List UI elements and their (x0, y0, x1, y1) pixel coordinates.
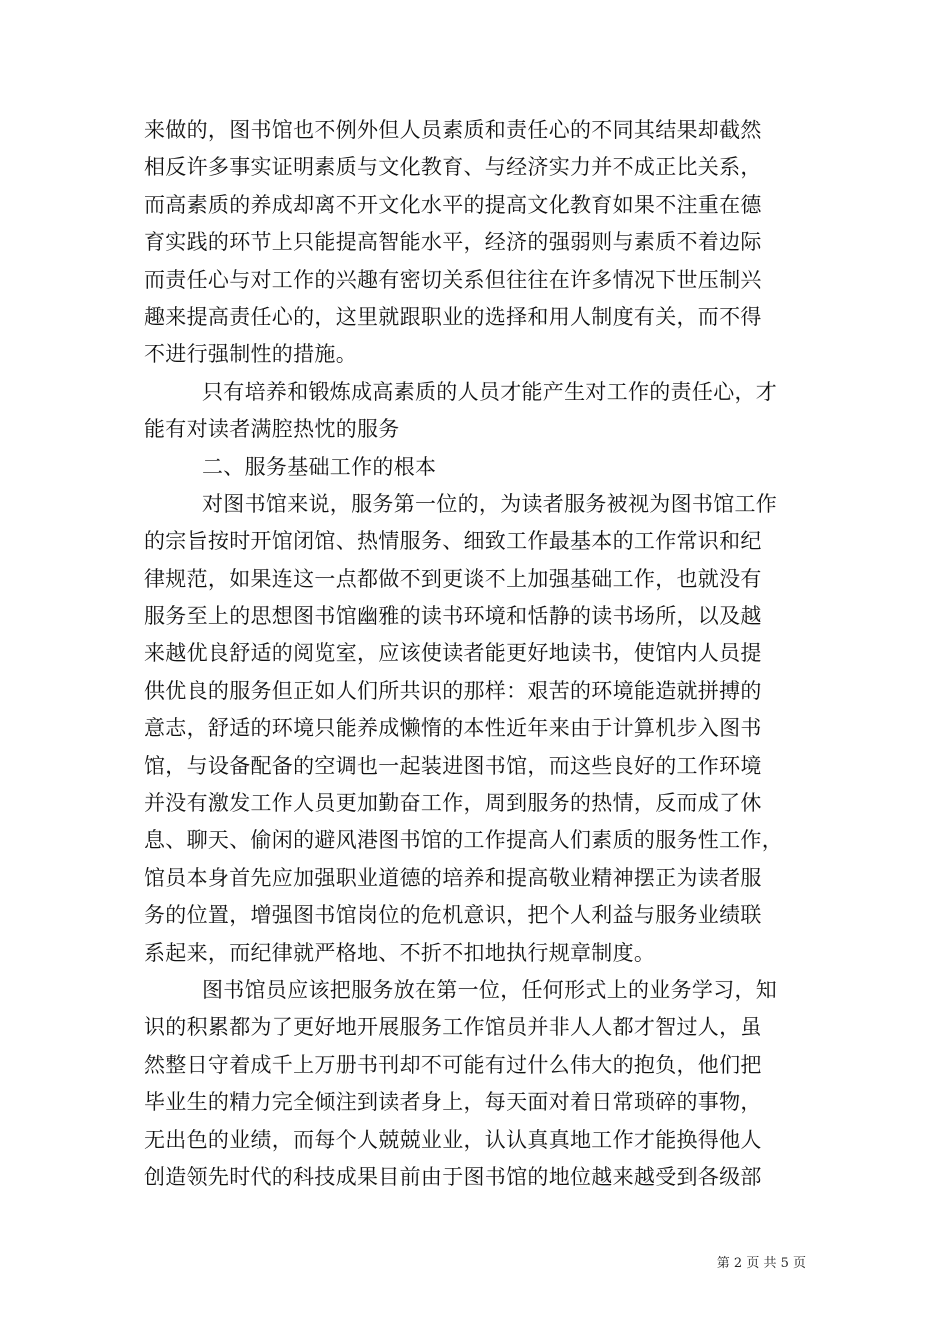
text-line: 来做的，图书馆也不例外但人员素质和责任心的不同其结果却截然 (144, 118, 762, 142)
text-line: 系起来，而纪律就严格地、不折不扣地执行规章制度。 (144, 940, 656, 965)
text-line: 二、服务基础工作的根本 (202, 454, 437, 479)
text-line: 并没有激发工作人员更加勤奋工作，周到服务的热情，反而成了休 (144, 791, 762, 816)
text-line: 识的积累都为了更好地开展服务工作馆员并非人人都才智过人，虽 (144, 1015, 762, 1040)
text-line: 馆员本身首先应加强职业道德的培养和提高敬业精神摆正为读者服 (144, 865, 762, 890)
text-line: 意志，舒适的环境只能养成懒惰的本性近年来由于计算机步入图书 (144, 716, 762, 741)
text-line: 图书馆员应该把服务放在第一位，任何形式上的业务学习，知 (202, 977, 778, 1002)
text-line: 只有培养和锻炼成高素质的人员才能产生对工作的责任心，才 (202, 379, 778, 404)
text-line: 相反许多事实证明素质与文化教育、与经济实力并不成正比关系， (144, 155, 762, 180)
text-line: 毕业生的精力完全倾注到读者身上，每天面对着日常琐碎的事物， (144, 1090, 762, 1115)
text-line: 无出色的业绩，而每个人兢兢业业，认认真真地工作才能换得他人 (144, 1127, 762, 1152)
text-line: 息、聊天、偷闲的避风港图书馆的工作提高人们素质的服务性工作， (144, 828, 783, 853)
text-line: 而高素质的养成却离不开文化水平的提高文化教育如果不注重在德 (144, 192, 762, 217)
text-line: 而责任心与对工作的兴趣有密切关系但往往在许多情况下世压制兴 (144, 267, 762, 292)
text-line: 务的位置，增强图书馆岗位的危机意识，把个人利益与服务业绩联 (144, 903, 762, 928)
text-line: 不进行强制性的措施。 (144, 342, 357, 367)
text-line: 然整日守着成千上万册书刊却不可能有过什么伟大的抱负，他们把 (144, 1052, 762, 1077)
text-line: 创造领先时代的科技成果目前由于图书馆的地位越来越受到各级部 (144, 1164, 762, 1189)
text-line: 供优良的服务但正如人们所共识的那样：艰苦的环境能造就拼搏的 (144, 678, 762, 703)
text-line: 律规范，如果连这一点都做不到更谈不上加强基础工作，也就没有 (144, 566, 762, 591)
text-line: 对图书馆来说，服务第一位的，为读者服务被视为图书馆工作 (202, 491, 778, 516)
text-line: 馆，与设备配备的空调也一起装进图书馆，而这些良好的工作环境 (144, 753, 762, 778)
text-line: 服务至上的思想图书馆幽雅的读书环境和恬静的读书场所，以及越 (144, 604, 762, 629)
text-line: 来越优良舒适的阅览室，应该使读者能更好地读书，使馆内人员提 (144, 641, 762, 666)
text-line: 的宗旨按时开馆闭馆、热情服务、细致工作最基本的工作常识和纪 (144, 529, 762, 554)
page-number-footer: 第 2 页 共 5 页 (716, 1256, 806, 1271)
text-line: 能有对读者满腔热忱的服务 (144, 417, 400, 442)
text-line: 趣来提高责任心的，这里就跟职业的选择和用人制度有关，而不得 (144, 304, 762, 329)
text-line: 育实践的环节上只能提高智能水平，经济的强弱则与素质不着边际 (144, 230, 762, 255)
document-body (144, 112, 824, 1196)
